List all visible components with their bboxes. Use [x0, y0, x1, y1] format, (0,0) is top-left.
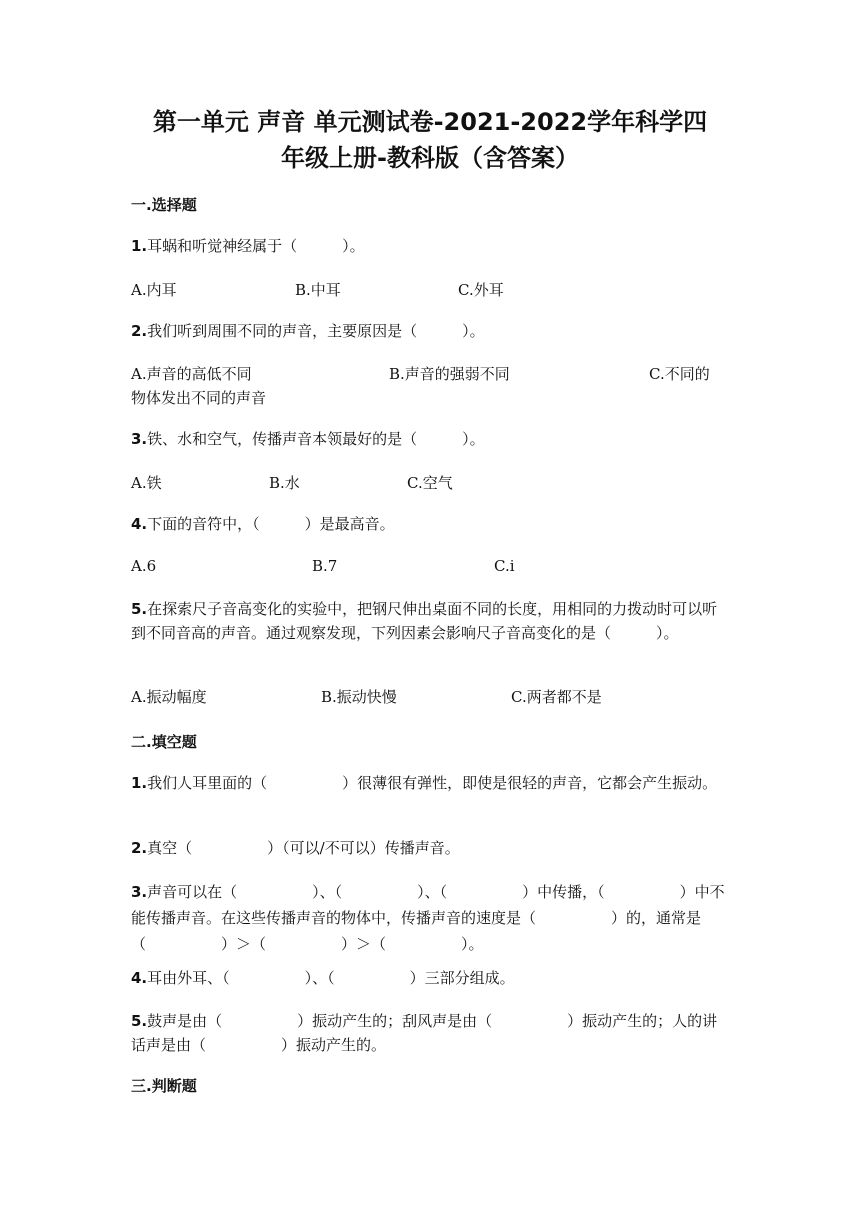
- option-c: C.外耳: [458, 281, 504, 299]
- option-b: B.振动快慢: [321, 688, 397, 706]
- title-line-1: 第一单元 声音 单元测试卷-2021-2022学年科学四: [152, 108, 708, 136]
- section-heading-fill: 二.填空题: [131, 733, 197, 751]
- option-a: A.内耳: [131, 281, 177, 299]
- option-b: B.声音的强弱不同: [389, 365, 510, 383]
- question-number: 4.: [131, 515, 148, 533]
- question-text: 真空（ ）（可以/不可以）传播声音。: [147, 839, 460, 857]
- options-choice-1: [131, 279, 731, 304]
- question-number: 1.: [131, 774, 148, 792]
- options-choice-2: [131, 362, 723, 410]
- question-text: 铁、水和空气，传播声音本领最好的是（ ）。: [147, 430, 485, 448]
- question-text: 我们人耳里面的（ ）很薄很有弹性，即使是很轻的声音，它都会产生振动。: [147, 774, 718, 792]
- option-a: A.声音的高低不同: [131, 365, 252, 383]
- question-number: 1.: [131, 237, 148, 255]
- question-choice-2: [131, 319, 731, 344]
- options-choice-4: [131, 557, 731, 582]
- question-text: 下面的音符中，（ ）是最高音。: [147, 515, 395, 533]
- question-choice-5: [131, 597, 731, 645]
- option-c: C.空气: [407, 474, 453, 492]
- title-line-2: 年级上册-教科版（含答案）: [281, 144, 579, 172]
- option-b: B.中耳: [295, 281, 341, 299]
- question-text: 在探索尺子音高变化的实验中，把钢尺伸出桌面不同的长度，用相同的力拨动时可以听到不同音高的声音。通过观察发现，下列因素会影响尺子音高变化的是（ ）。: [131, 600, 718, 642]
- question-fill-5: [131, 1009, 731, 1057]
- question-fill-1: [131, 771, 731, 795]
- option-c: C.不同的物体发出不同的声音: [131, 365, 710, 407]
- options-choice-5: [131, 686, 731, 711]
- question-text: 耳由外耳、（ ）、（ ）三部分组成。: [147, 969, 515, 987]
- page-title: [60, 104, 800, 176]
- section-heading-choice: 一.选择题: [131, 196, 197, 214]
- question-number: 5.: [131, 600, 148, 618]
- question-choice-1: [131, 234, 731, 259]
- question-fill-4: [131, 966, 731, 991]
- option-c: C.i: [494, 557, 515, 575]
- option-c: C.两者都不是: [511, 688, 602, 706]
- options-choice-3: [131, 472, 731, 497]
- option-b: B.水: [269, 474, 300, 492]
- question-fill-3: [131, 879, 731, 957]
- question-choice-3: [131, 427, 731, 452]
- question-text: 声音可以在（ ）、（ ）、（ ）中传播，（ ）中不能传播声音。在这些传播声音的物体中，传播声音的速度是（ ）的，通常是（ ）＞（ ）＞（ ）。: [131, 883, 725, 953]
- question-number: 3.: [131, 883, 148, 901]
- question-choice-4: [131, 512, 731, 537]
- section-heading-judge: 三.判断题: [131, 1077, 197, 1095]
- question-fill-2: [131, 836, 731, 861]
- option-a: A.振动幅度: [131, 688, 207, 706]
- option-a: A.6: [131, 557, 157, 575]
- question-text: 我们听到周围不同的声音，主要原因是（ ）。: [147, 322, 485, 340]
- question-number: 2.: [131, 322, 148, 340]
- question-text: 鼓声是由（ ）振动产生的；刮风声是由（ ）振动产生的；人的讲话声是由（ ）振动产生的。: [131, 1012, 718, 1054]
- question-number: 2.: [131, 839, 148, 857]
- question-number: 5.: [131, 1012, 148, 1030]
- question-number: 4.: [131, 969, 148, 987]
- question-text: 耳蜗和听觉神经属于（ ）。: [147, 237, 365, 255]
- question-number: 3.: [131, 430, 148, 448]
- option-a: A.铁: [131, 474, 162, 492]
- option-b: B.7: [312, 557, 338, 575]
